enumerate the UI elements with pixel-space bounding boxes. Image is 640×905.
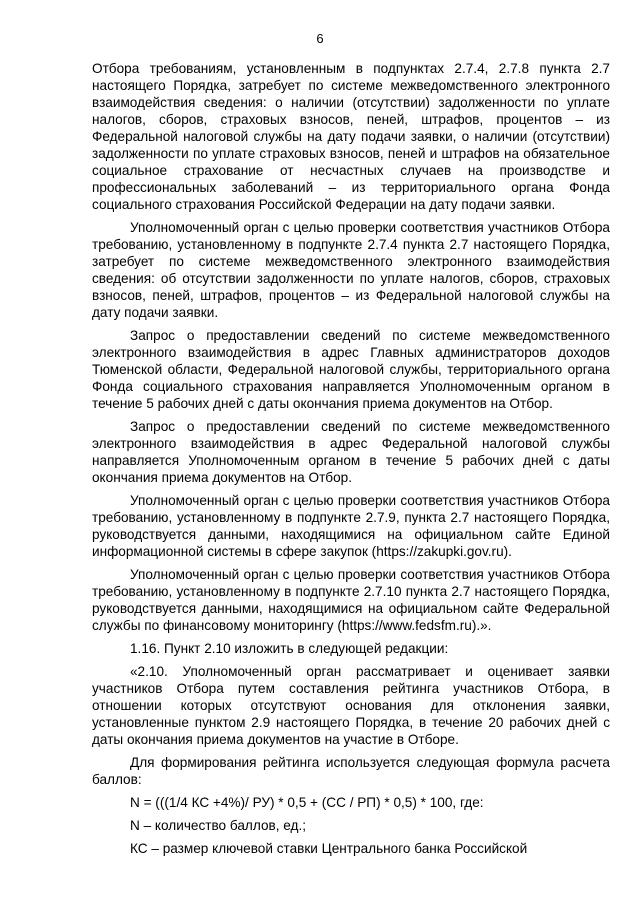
paragraph-5: Уполномоченный орган с целью проверки соответствия участников Отбора требованию, установленному в подпункте 2.7.9, пункта 2.7 настоящего Порядка, руководствуется данными, находящимися на официальном сайте Единой информационной системы в сфере закупок (https://zakupki.gov.ru). — [92, 493, 610, 559]
paragraph-2: Уполномоченный орган с целью проверки соответствия участников Отбора требованию, установленному в подпункте 2.7.4 пункта 2.7 настоящего Порядка, затребует по системе межведомственного электронного взаимодействия сведения: об отсутствии задолженности по уплате налогов, сборов, страховых взносов, пеней, штрафов, процентов – из Федеральной налоговой службы на дату подачи заявки. — [92, 220, 610, 320]
paragraph-4: Запрос о предоставлении сведений по системе межведомственного электронного взаимодействия в адрес Федеральной налоговой службы направляется Уполномоченным органом в течение 5 рабочих дней с даты окончания приема документов на Отбор. — [92, 419, 610, 485]
paragraph-7: 1.16. Пункт 2.10 изложить в следующей редакции: — [130, 641, 449, 656]
paragraph-9: Для формирования рейтинга используется следующая формула расчета баллов: — [92, 755, 610, 787]
page-number: 6 — [316, 31, 324, 46]
definition-n: N – количество баллов, ед.; — [130, 818, 307, 833]
paragraph-8: «2.10. Уполномоченный орган рассматривает и оценивает заявки участников Отбора путем составления рейтинга участников Отбора, в отношении которых отсутствуют основания для отклонения заявки, установленные пунктом 2.9 настоящего Порядка, в течение 20 рабочих дней с даты окончания приема документов на участие в Отборе. — [92, 664, 610, 747]
paragraph-6: Уполномоченный орган с целью проверки соответствия участников Отбора требованию, установленному в подпункте 2.7.10 пункта 2.7 настоящего Порядка, руководствуется данными, находящимися на официальном сайте Федеральной службы по финансовому мониторингу (https://www.fedsfm.ru).». — [92, 567, 610, 633]
definition-ks: КС – размер ключевой ставки Центрального банка Российской — [130, 841, 528, 856]
paragraph-1: Отбора требованиям, установленным в подпунктах 2.7.4, 2.7.8 пункта 2.7 настоящего Порядка, затребует по системе межведомственного электронного взаимодействия сведения: о наличии (отсутствии) задолженности по уплате налогов, сборов, страховых взносов, пеней, штрафов, процентов – из Федеральной налоговой службы на дату подачи заявки, о наличии (отсутствии) задолженности по уплате страховых взносов, пеней и штрафов на обязательное социальное страхование от несчастных случаев на производстве и профессиональных заболеваний – из территориального органа Фонда социального страхования Российской Федерации на дату подачи заявки. — [92, 61, 610, 212]
document-body — [92, 60, 610, 861]
formula-line: N = (((1/4 КС +4%)/ РУ) * 0,5 + (СС / РП) * 0,5) * 100, где: — [130, 795, 484, 810]
paragraph-3: Запрос о предоставлении сведений по системе межведомственного электронного взаимодействия в адрес Главных администраторов доходов Тюменской области, Федеральной налоговой службы, территориального органа Фонда социального страхования направляется Уполномоченным органом в течение 5 рабочих дней с даты окончания приема документов на Отбор. — [92, 328, 610, 411]
